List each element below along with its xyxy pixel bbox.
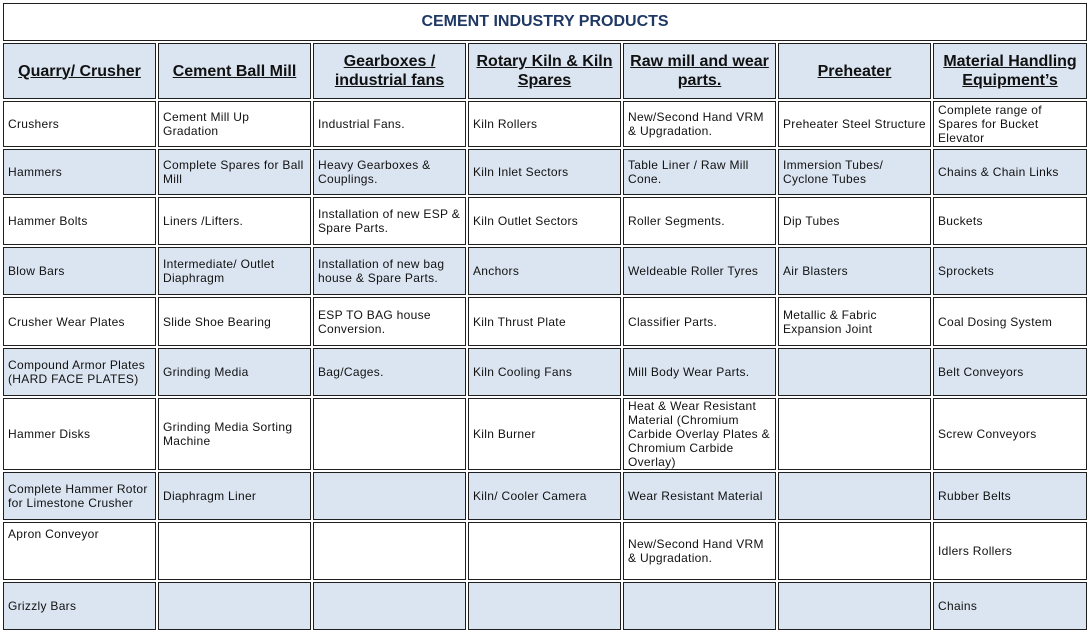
- table-cell: Grizzly Bars: [3, 582, 156, 630]
- table-cell: Classifier Parts.: [623, 297, 776, 346]
- table-cell: Chains & Chain Links: [933, 149, 1087, 195]
- table-cell: Chains: [933, 582, 1087, 630]
- table-row: [3, 197, 1087, 245]
- table-cell: Buckets: [933, 197, 1087, 245]
- table-cell: Grinding Media: [158, 348, 311, 396]
- table-cell: Anchors: [468, 247, 621, 295]
- table-cell: Roller Segments.: [623, 197, 776, 245]
- table-cell: Table Liner / Raw Mill Cone.: [623, 149, 776, 195]
- table-cell: Dip Tubes: [778, 197, 931, 245]
- table-cell: Crusher Wear Plates: [3, 297, 156, 346]
- table-cell: [778, 398, 931, 470]
- table-cell: [778, 348, 931, 396]
- table-cell: Kiln Thrust Plate: [468, 297, 621, 346]
- table-cell: Preheater Steel Structure: [778, 101, 931, 147]
- table-cell: Complete Spares for Ball Mill: [158, 149, 311, 195]
- table-cell: Crushers: [3, 101, 156, 147]
- table-cell: Cement Mill Up Gradation: [158, 101, 311, 147]
- table-cell: [313, 398, 466, 470]
- table-cell: Kiln Outlet Sectors: [468, 197, 621, 245]
- table-cell: Intermediate/ Outlet Diaphragm: [158, 247, 311, 295]
- table-cell: Idlers Rollers: [933, 522, 1087, 580]
- table-cell: [623, 582, 776, 630]
- table-cell: Industrial Fans.: [313, 101, 466, 147]
- table-cell: Air Blasters: [778, 247, 931, 295]
- column-header-material-handling: Material Handling Equipment’s: [933, 43, 1087, 99]
- table-cell: Heat & Wear Resistant Material (Chromium Carbide Overlay Plates & Chromium Carbide Overlay): [623, 398, 776, 470]
- table-cell: Mill Body Wear Parts.: [623, 348, 776, 396]
- table-cell: [158, 522, 311, 580]
- table-row: [3, 472, 1087, 520]
- table-cell: Bag/Cages.: [313, 348, 466, 396]
- column-header-cement-ball-mill: Cement Ball Mill: [158, 43, 311, 99]
- column-header-raw-mill: Raw mill and wear parts.: [623, 43, 776, 99]
- table-cell: Hammer Disks: [3, 398, 156, 470]
- table-cell: ESP TO BAG house Conversion.: [313, 297, 466, 346]
- table-row: [3, 348, 1087, 396]
- table-cell: [468, 582, 621, 630]
- table-cell: Immersion Tubes/ Cyclone Tubes: [778, 149, 931, 195]
- table-cell: Grinding Media Sorting Machine: [158, 398, 311, 470]
- table-cell: Kiln/ Cooler Camera: [468, 472, 621, 520]
- table-cell: Diaphragm Liner: [158, 472, 311, 520]
- column-header-preheater: Preheater: [778, 43, 931, 99]
- table-cell: [778, 472, 931, 520]
- table-row: [3, 149, 1087, 195]
- table-title: CEMENT INDUSTRY PRODUCTS: [3, 3, 1087, 41]
- table-cell: Coal Dosing System: [933, 297, 1087, 346]
- table-cell: Sprockets: [933, 247, 1087, 295]
- table-cell: Belt Conveyors: [933, 348, 1087, 396]
- table-cell: New/Second Hand VRM & Upgradation.: [623, 101, 776, 147]
- table-cell: Kiln Rollers: [468, 101, 621, 147]
- table-row: [3, 297, 1087, 346]
- table-cell: [313, 522, 466, 580]
- column-header-gearboxes-fans: Gearboxes / industrial fans: [313, 43, 466, 99]
- table-row: [3, 522, 1087, 580]
- table-cell: Kiln Burner: [468, 398, 621, 470]
- table-row: [3, 582, 1087, 630]
- column-header-rotary-kiln: Rotary Kiln & Kiln Spares: [468, 43, 621, 99]
- table-cell: Metallic & Fabric Expansion Joint: [778, 297, 931, 346]
- products-table: [1, 1, 1089, 632]
- header-row: [3, 43, 1087, 99]
- table-cell: Liners /Lifters.: [158, 197, 311, 245]
- table-cell: Heavy Gearboxes & Couplings.: [313, 149, 466, 195]
- table-row: [3, 101, 1087, 147]
- title-row: [3, 3, 1087, 41]
- table-cell: [158, 582, 311, 630]
- table-cell: Complete Hammer Rotor for Limestone Crusher: [3, 472, 156, 520]
- table-cell: [313, 472, 466, 520]
- table-cell: Slide Shoe Bearing: [158, 297, 311, 346]
- table-cell: New/Second Hand VRM & Upgradation.: [623, 522, 776, 580]
- table-cell: Hammer Bolts: [3, 197, 156, 245]
- table-cell: Wear Resistant Material: [623, 472, 776, 520]
- table-cell: Kiln Cooling Fans: [468, 348, 621, 396]
- table-cell: Rubber Belts: [933, 472, 1087, 520]
- table-row: [3, 247, 1087, 295]
- table-cell: Kiln Inlet Sectors: [468, 149, 621, 195]
- table-cell: Blow Bars: [3, 247, 156, 295]
- table-cell: Screw Conveyors: [933, 398, 1087, 470]
- table-cell: Compound Armor Plates (HARD FACE PLATES): [3, 348, 156, 396]
- table-cell: [313, 582, 466, 630]
- table-cell: Weldeable Roller Tyres: [623, 247, 776, 295]
- table-cell: [778, 522, 931, 580]
- table-cell: Installation of new ESP & Spare Parts.: [313, 197, 466, 245]
- table-cell: Complete range of Spares for Bucket Elevator: [933, 101, 1087, 147]
- table-body: [3, 101, 1087, 630]
- table-cell: [468, 522, 621, 580]
- table-cell: Apron Conveyor: [3, 522, 156, 580]
- table-cell: Installation of new bag house & Spare Parts.: [313, 247, 466, 295]
- table-cell: Hammers: [3, 149, 156, 195]
- table-row: [3, 398, 1087, 470]
- table-cell: [778, 582, 931, 630]
- column-header-quarry-crusher: Quarry/ Crusher: [3, 43, 156, 99]
